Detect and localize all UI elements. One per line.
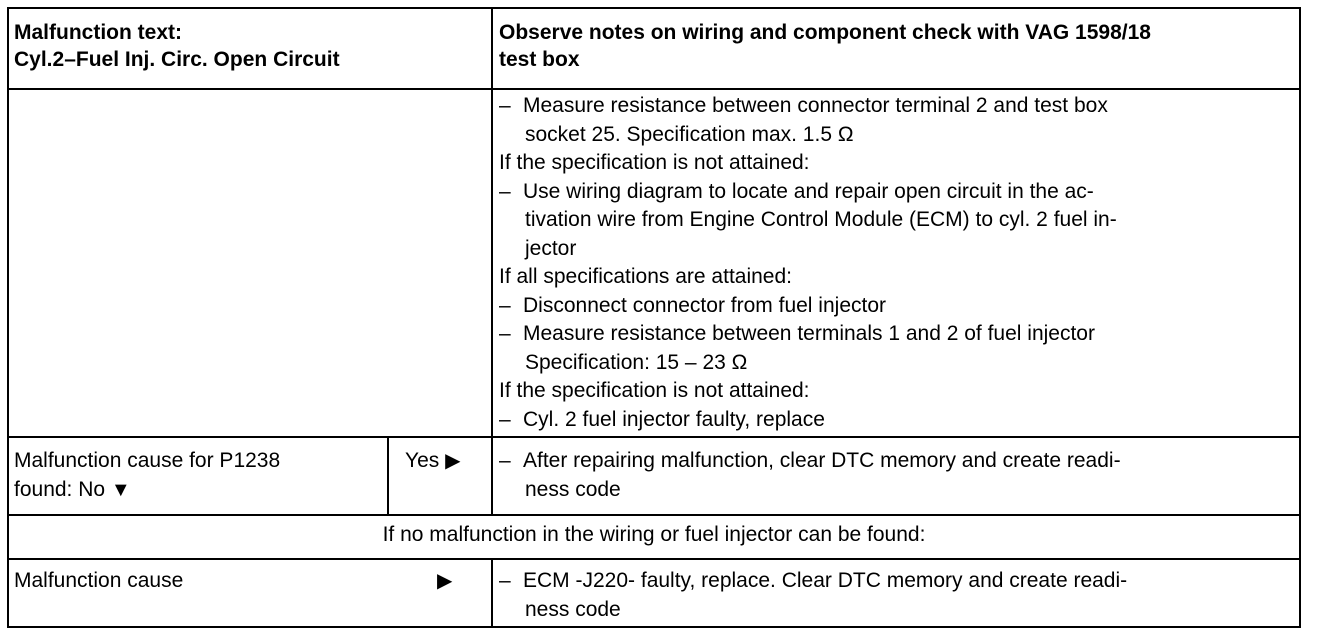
header-left-line2: Cyl.2–Fuel Inj. Circ. Open Circuit bbox=[14, 48, 340, 71]
step-measure-injector-cont: Specification: 15 – 23 Ω bbox=[525, 350, 748, 374]
header-left-line1: Malfunction text: bbox=[14, 21, 182, 44]
cause-action-line1: – After repairing malfunction, clear DTC memory and create readi- bbox=[499, 449, 1121, 472]
cause-label-line2: found: No ▼ bbox=[14, 477, 131, 501]
row-divider-1 bbox=[7, 436, 1301, 438]
final-action-line1: – ECM -J220- faulty, replace. Clear DTC memory and create readi- bbox=[499, 569, 1128, 592]
cause-label-line1: Malfunction cause for P1238 bbox=[14, 449, 281, 472]
arrow-down-icon: ▼ bbox=[110, 478, 131, 501]
step-repair-open-circuit-cont1: tivation wire from Engine Control Module (ECM) to cyl. 2 fuel in- bbox=[525, 208, 1117, 231]
step-measure-resistance-cont: socket 25. Specification max. 1.5 Ω bbox=[525, 122, 854, 146]
column-divider-cause bbox=[491, 436, 493, 514]
condition-all-attained: If all specifications are attained: bbox=[499, 265, 792, 288]
header-divider bbox=[7, 88, 1301, 90]
cause-action-line2: ness code bbox=[525, 477, 621, 501]
step-repair-open-circuit-cont2: jector bbox=[525, 236, 577, 260]
condition-not-attained-2: If the specification is not attained: bbox=[499, 379, 810, 402]
header-malfunction-text bbox=[14, 19, 484, 73]
step-measure-injector: – Measure resistance between terminals 1 and 2 of fuel injector bbox=[499, 322, 1095, 345]
final-action-line2: ness code bbox=[525, 597, 621, 621]
column-divider-yes bbox=[387, 436, 389, 514]
yes-indicator bbox=[405, 447, 489, 476]
step-replace-injector: – Cyl. 2 fuel injector faulty, replace bbox=[499, 407, 825, 431]
row-divider-3 bbox=[7, 558, 1301, 560]
cause-action bbox=[499, 447, 1299, 504]
header-notes bbox=[499, 19, 1299, 73]
diagnostic-table bbox=[7, 7, 1301, 628]
procedure-steps bbox=[499, 92, 1299, 434]
yes-label: Yes bbox=[405, 449, 440, 472]
step-repair-open-circuit: – Use wiring diagram to locate and repair open circuit in the ac- bbox=[499, 179, 1094, 203]
final-cause-label: Malfunction cause bbox=[14, 569, 184, 592]
step-disconnect-connector: – Disconnect connector from fuel injector bbox=[499, 293, 886, 317]
column-divider-final bbox=[491, 558, 493, 628]
column-divider-top bbox=[491, 7, 493, 436]
header-right-line2: test box bbox=[499, 48, 580, 71]
header-right-line1: Observe notes on wiring and component check with VAG 1598/18 bbox=[499, 21, 1151, 44]
row-divider-2 bbox=[7, 514, 1301, 516]
no-malfunction-banner: If no malfunction in the wiring or fuel injector can be found: bbox=[382, 523, 926, 546]
condition-not-attained: If the specification is not attained: bbox=[499, 151, 810, 174]
final-action bbox=[499, 567, 1299, 624]
arrow-right-icon: ▶ bbox=[445, 450, 461, 472]
malfunction-cause-label bbox=[14, 447, 384, 504]
final-arrow-right-icon: ▶ bbox=[437, 570, 453, 592]
step-measure-resistance: – Measure resistance between connector terminal 2 and test box bbox=[499, 94, 1108, 117]
